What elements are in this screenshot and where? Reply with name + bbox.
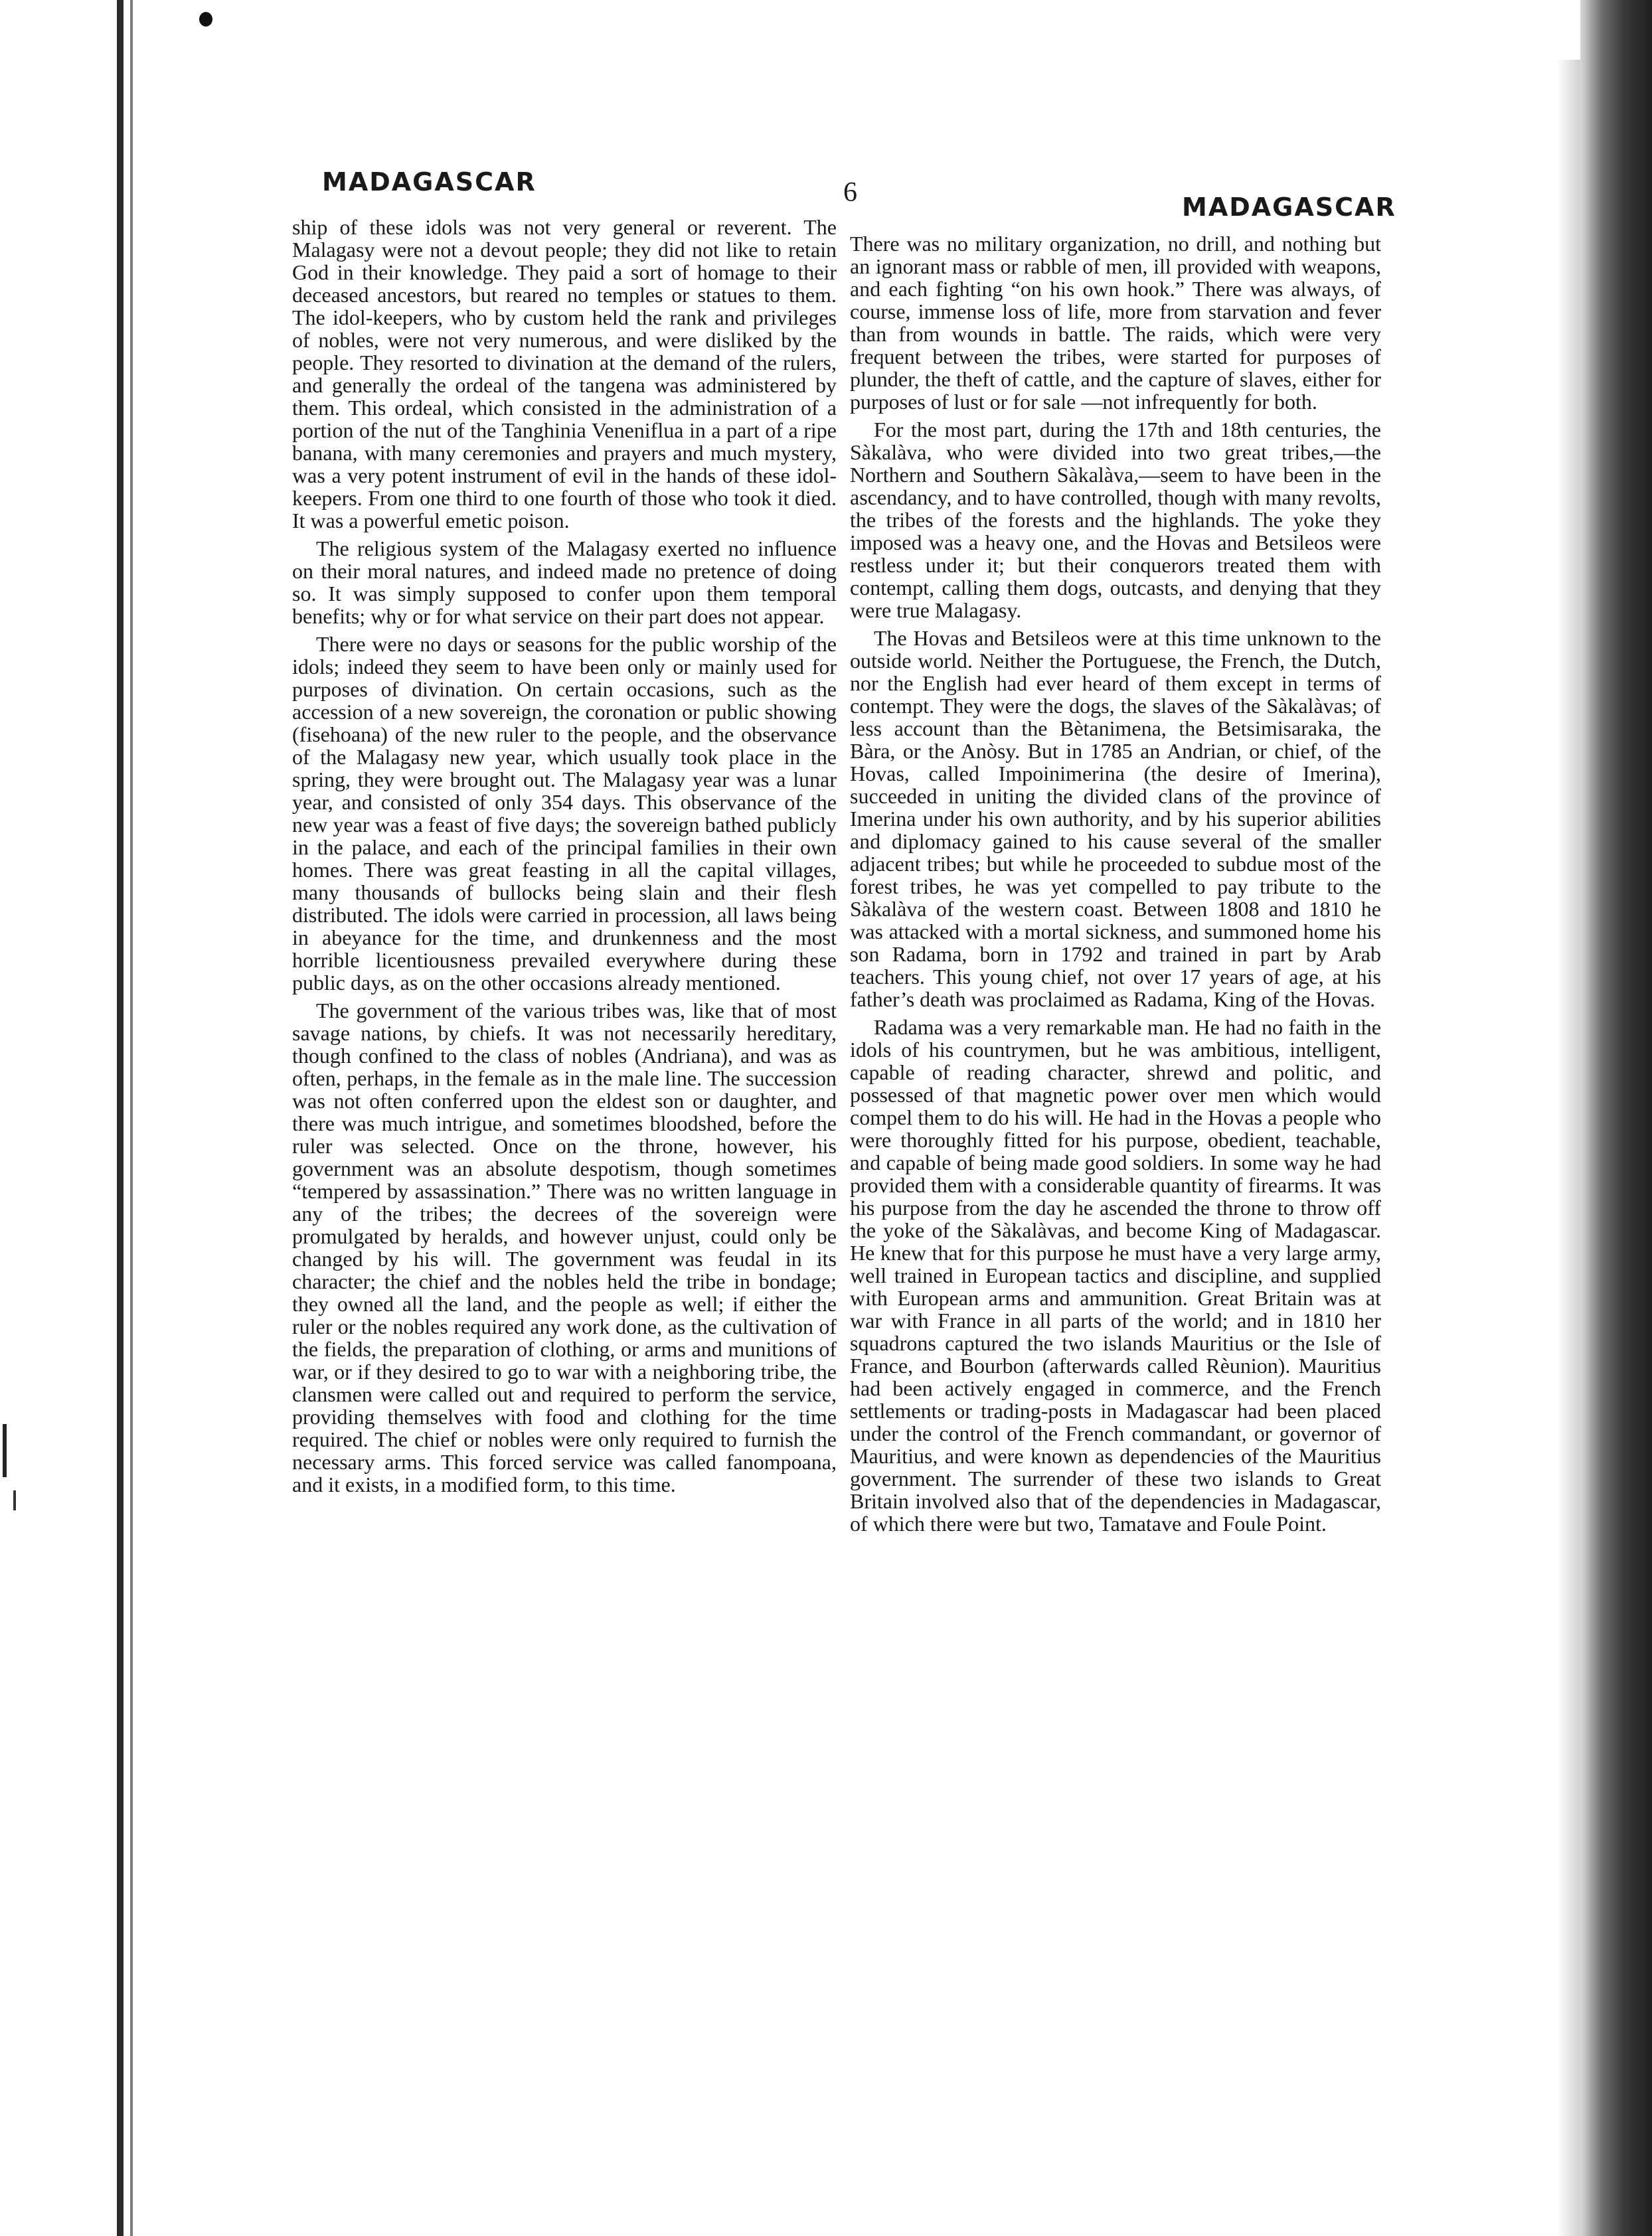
paragraph: Radama was a very remarkable man. He had no faith in the idols of his countrymen, but he was ambitious, intelligent, capable of reading character, shrewd and politic, and possessed of that magnetic power over men which would compel them to do his will. He had in the Hovas a people who were thoroughly fitted for his purpose, obedient, teachable, and capable of being made good soldiers. In some way he had provided them with a considerable quantity of firearms. It was his purpose from the day he ascended the throne to throw off the yoke of the Sàkalàvas, and become King of Madagascar. He knew that for this purpose he must have a very large army, well trained in European tactics and discipline, and supplied with European arms and ammunition. Great Britain was at war with France in all parts of the world; and in 1810 her squadrons captured the two islands Mauritius or the Isle of France, and Bourbon (afterwards called Rèunion). Mauritius had been actively engaged in commerce, and the French settlements or trading-posts in Madagascar had been placed under the control of the French commandant, or governor of Mauritius, and were known as dependencies of the Mauritius government. The surrender of these two islands to Great Britain involved also that of the dependencies in Madagascar, of which there were but two, Tamatave and Foule Point. [850,1015,1381,1536]
header-right-title: MADAGASCAR [1182,193,1396,222]
right-text-column [850,232,1381,1535]
page-binding-edge-shadow [130,0,133,2236]
running-header [292,159,1396,222]
paragraph: There was no military organization, no drill, and nothing but an ignorant mass or rabble of men, ill provided with weapons, and each fighting “on his own hook.” There was always, of course, immense loss of life, more from starvation and fever than from wounds in battle. The raids, which were very frequent between the tribes, were started for purposes of plunder, the theft of cattle, and the capture of slaves, either for purposes of lust or for sale —not infrequently for both. [850,232,1381,414]
scan-margin-mark-small [13,1490,16,1510]
scan-speck [199,12,212,27]
paragraph: The religious system of the Malagasy exerted no influence on their moral natures, and indeed made no pretence of doing so. It was simply supposed to confer upon them temporal benefits; why or for what service on their part does not appear. [292,536,837,628]
page-binding-edge [117,0,124,2236]
paragraph: ship of these idols was not very general or reverent. The Malagasy were not a devout people; they did not like to retain God in their knowledge. They paid a sort of homage to their deceased ancestors, but reared no temples or statues to them. The idol-keepers, who by custom held the rank and privileges of nobles, were not very numerous, and were disliked by the people. They resorted to divination at the demand of the rulers, and generally the ordeal of the tangena was administered by them. This ordeal, which consisted in the administration of a portion of the nut of the Tanghinia Veneniflua in a part of a ripe banana, with many ceremonies and prayers and much mystery, was a very potent instrument of evil in the hands of these idol-keepers. From one third to one fourth of those who took it died. It was a powerful emetic poison. [292,215,837,532]
page-number: 6 [843,177,857,208]
scan-margin-mark [3,1424,7,1477]
page-curl-shadow [1557,60,1584,2236]
scan-right-gutter [1580,0,1652,2236]
paragraph: For the most part, during the 17th and 18th centuries, the Sàkalàva, who were divided into two great tribes,—the Northern and Southern Sàkalàva,—seem to have been in the ascendancy, and to have controlled, though with many revolts, the tribes of the forests and the highlands. The yoke they imposed was a heavy one, and the Hovas and Betsileos were restless under it; but their conquerors treated them with contempt, calling them dogs, outcasts, and denying that they were true Malagasy. [850,418,1381,622]
scan-left-margin [0,0,133,2236]
header-left-title: MADAGASCAR [322,167,537,197]
paragraph: The government of the various tribes was, like that of most savage nations, by chiefs. It was not necessarily hereditary, though confined to the class of nobles (Andriana), and was as often, perhaps, in the female as in the male line. The succession was not often conferred upon the eldest son or daughter, and there was much intrigue, and sometimes bloodshed, before the ruler was selected. Once on the throne, however, his government was an absolute despotism, though sometimes “tempered by assassination.” There was no written language in any of the tribes; the decrees of the sovereign were promulgated by heralds, and however unjust, could only be changed by his will. The government was feudal in its character; the chief and the nobles held the tribe in bondage; they owned all the land, and the people as well; if either the ruler or the nobles required any work done, as the cultivation of the fields, the preparation of clothing, or arms and munitions of war, or if they desired to go to war with a neighboring tribe, the clansmen were called out and required to perform the service, providing themselves with food and clothing for the time required. The chief or nobles were only required to furnish the necessary arms. This forced service was called fanompoana, and it exists, in a modified form, to this time. [292,998,837,1496]
left-text-column [292,216,837,1496]
paragraph: There were no days or seasons for the public worship of the idols; indeed they seem to have been only or mainly used for purposes of divination. On certain occasions, such as the accession of a new sovereign, the coronation or public showing (fisehoana) of the new ruler to the people, and the observance of the Malagasy new year, which usually took place in the spring, they were brought out. The Malagasy year was a lunar year, and consisted of only 354 days. This observance of the new year was a feast of five days; the sovereign bathed publicly in the palace, and each of the principal families in their own homes. There was great feasting in all the capital villages, many thousands of bullocks being slain and their flesh distributed. The idols were carried in procession, all laws being in abeyance for the time, and drunkenness and the most horrible licentiousness prevailed everywhere during these public days, as on the other occasions already mentioned. [292,632,837,995]
paragraph: The Hovas and Betsileos were at this time unknown to the outside world. Neither the Portuguese, the French, the Dutch, nor the English had ever heard of them except in terms of contempt. They were the dogs, the slaves of the Sàkalàvas; of less account than the Bètanimena, the Betsimisaraka, the Bàra, or the Anòsy. But in 1785 an Andrian, or chief, of the Hovas, called Impoinimerina (the desire of Imerina), succeeded in uniting the divided clans of the province of Imerina under his own authority, and by his superior abilities and diplomacy gained to his cause several of the smaller adjacent tribes; but while he proceeded to subdue most of the forest tribes, he was yet compelled to pay tribute to the Sàkalàva of the western coast. Between 1808 and 1810 he was attacked with a mortal sickness, and summoned home his son Radama, born in 1792 and trained in part by Arab teachers. This young chief, not over 17 years of age, at his father’s death was proclaimed as Radama, King of the Hovas. [850,626,1381,1011]
document-page [292,153,1394,2078]
